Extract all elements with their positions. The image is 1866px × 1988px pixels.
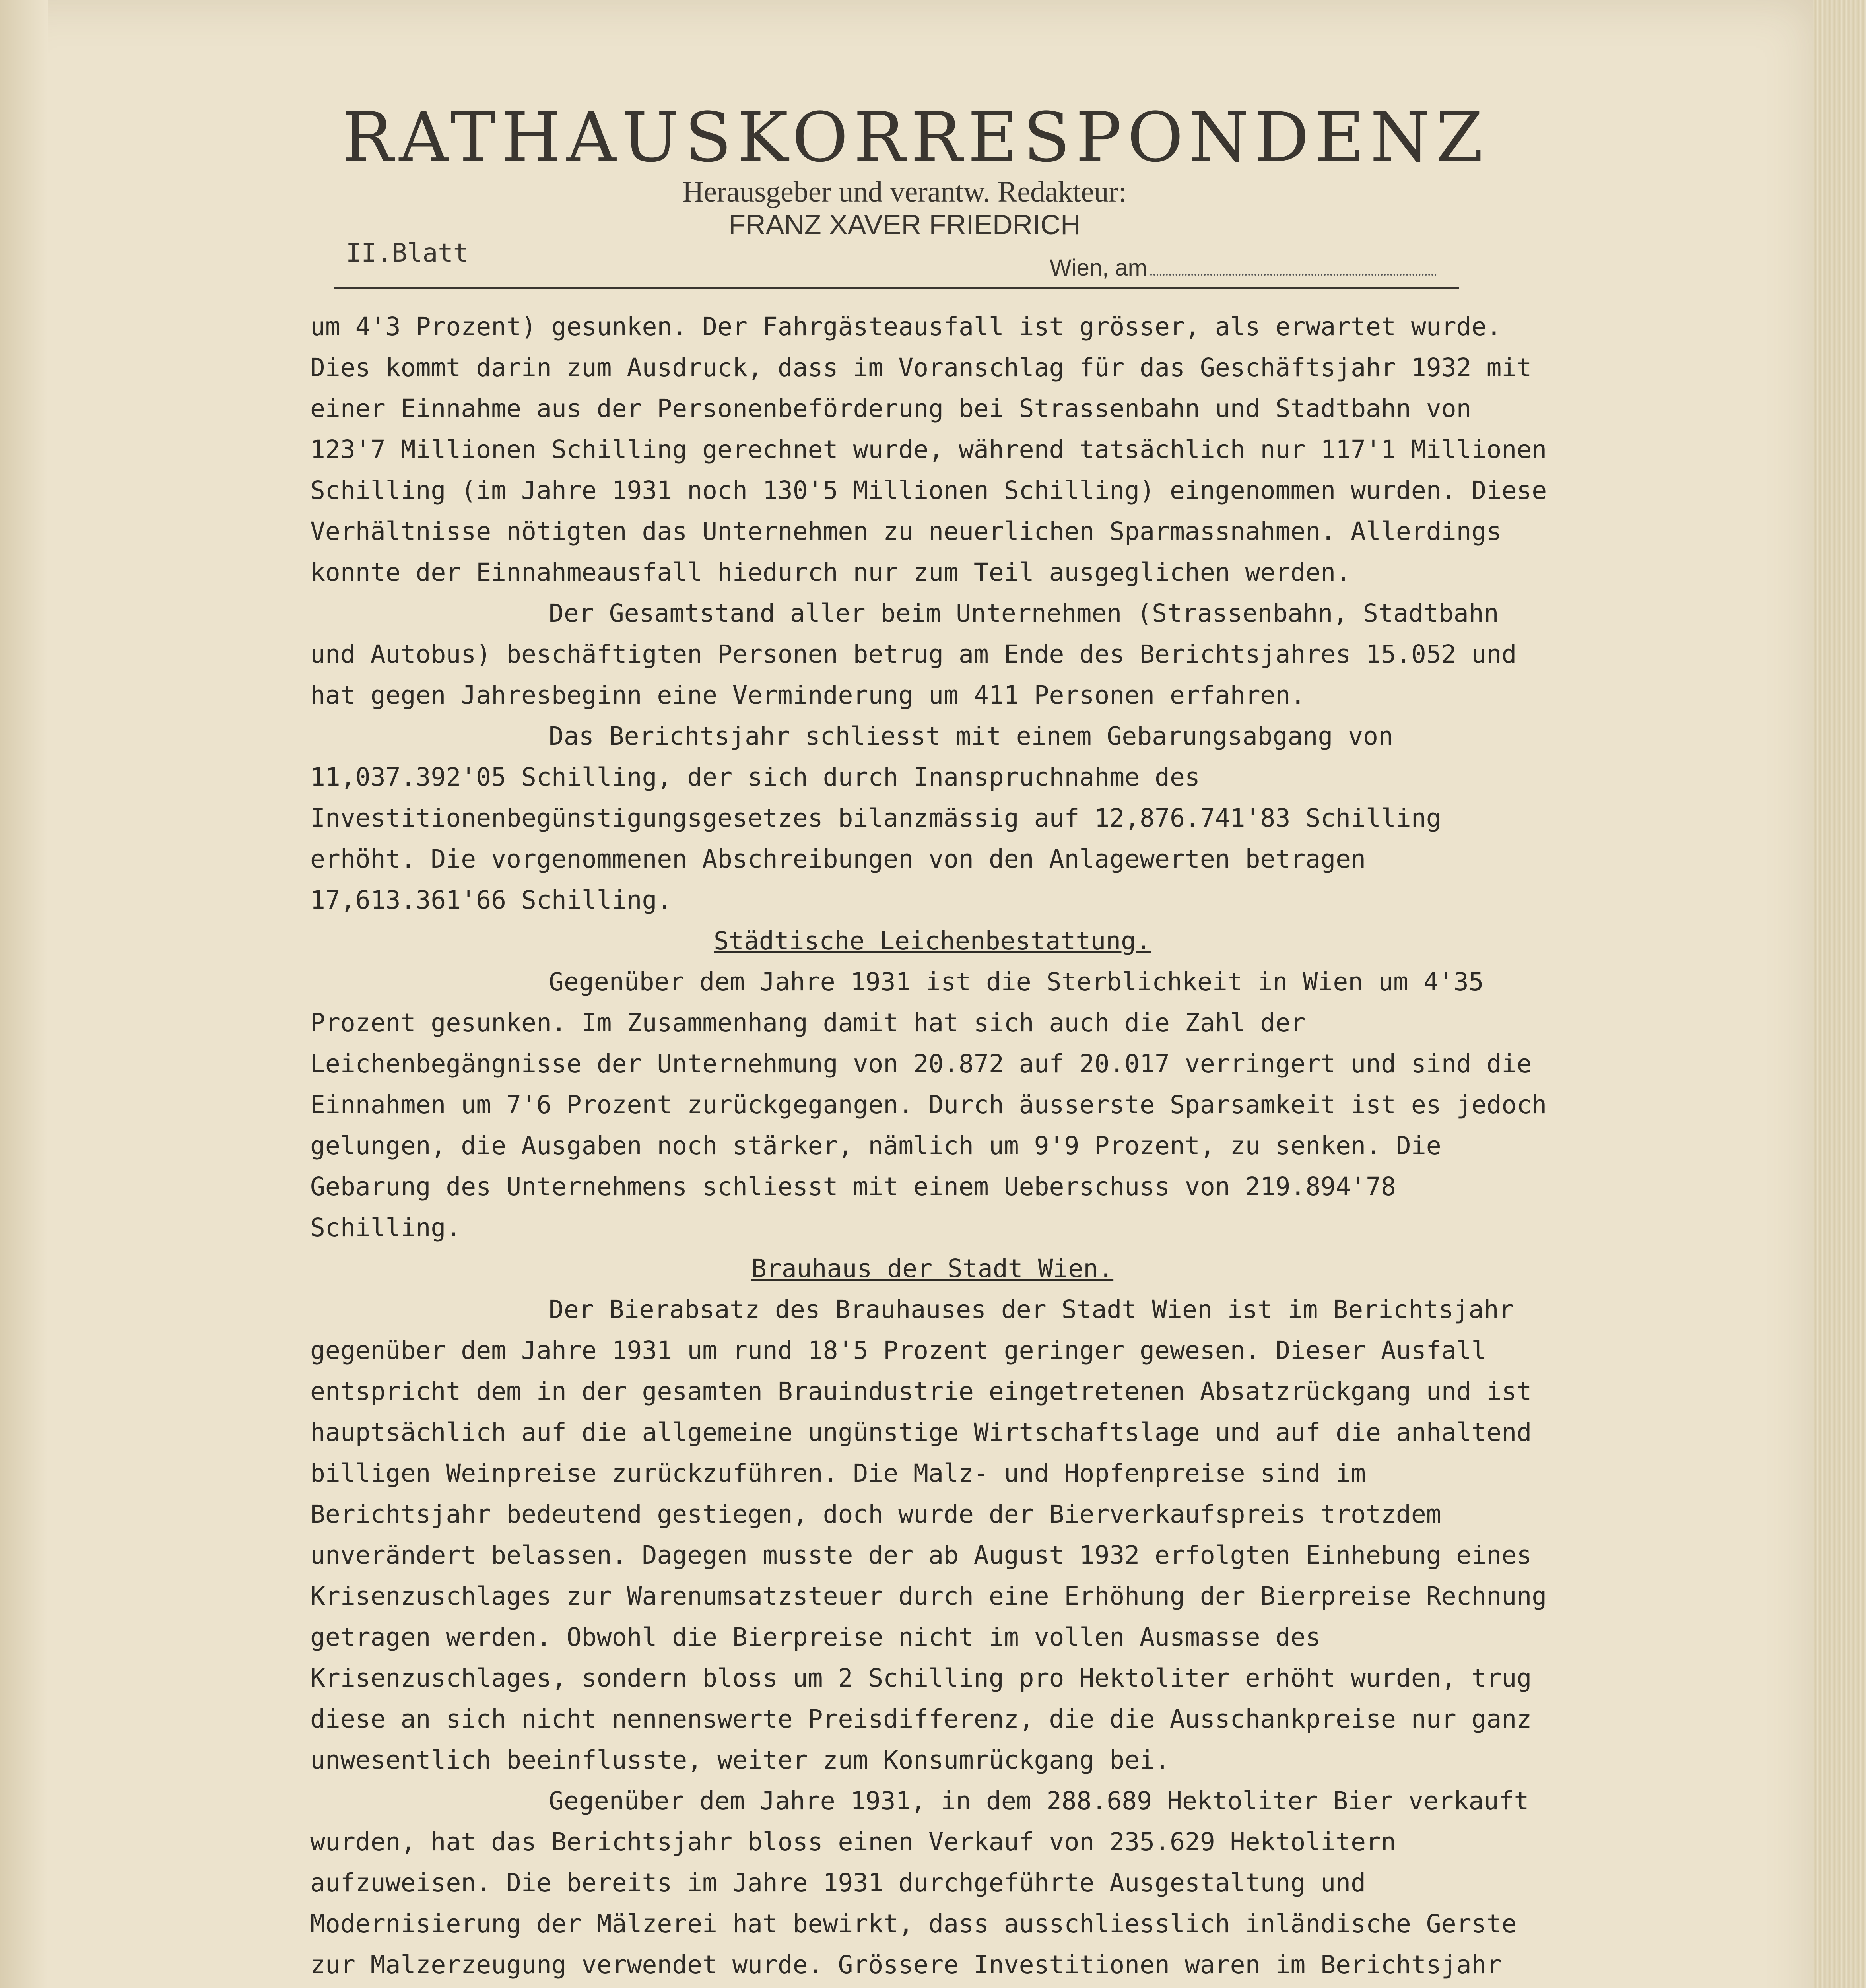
paragraph: um 4'3 Prozent) gesunken. Der Fahrgästeausfall ist grösser, als erwartet wurde. Dies kommt darin zum Ausdruck, dass im Voranschlag für das Geschäftsjahr 1932 mit einer Einnahme aus der Personenbeförderung bei Strassenbahn und Stadtbahn von 123'7 Millionen Schilling gerechnet wurde, während tatsächlich nur 117'1 Millionen Schilling (im Jahre 1931 noch 130'5 Millionen Schilling) eingenommen wurden. Diese Verhältnisse nötigten das Unternehmen zu neuerlichen Sparmassnahmen. Allerdings konnte der Einnahmeausfall hiedurch nur zum Teil ausgeglichen werden.	[310, 312, 1547, 587]
page-gutter	[0, 0, 48, 1988]
publisher-line: Herausgeber und verantw. Redakteur:	[682, 176, 1127, 208]
publication-title: RATHAUSKORRESPONDENZ	[342, 97, 1489, 177]
header-rule	[334, 287, 1459, 289]
section-heading: Brauhaus der Stadt Wien.	[751, 1254, 1114, 1283]
paragraph: Das Berichtsjahr schliesst mit einem Gebarungsabgang von 11,037.392'05 Schilling, der sich durch Inanspruchnahme des Investitionenbegünstigungsgesetzes bilanzmässig auf 12,876.741'83 Schilling erhöht. Die vorgenommenen Abschreibungen von den Anlagewerten betragen 17,613.361'66 Schilling.	[310, 722, 1441, 914]
date-blank-line	[1150, 274, 1437, 276]
page-edge-stack	[1813, 0, 1866, 1988]
document-body	[310, 306, 1555, 1988]
paragraph: Gegenüber dem Jahre 1931, in dem 288.689 Hektoliter Bier verkauft wurden, hat das Berichtsjahr bloss einen Verkauf von 235.629 Hektolitern aufzuweisen. Die bereits im Jahre 1931 durchgeführte Ausgestaltung und Modernisierung der Mälzerei hat bewirkt, dass ausschliesslich inländische Gerste zur Malzerzeugung verwendet wurde. Grössere Investitionen waren im Berichtsjahr	[310, 1786, 1529, 1979]
paragraph: Der Gesamtstand aller beim Unternehmen (Strassenbahn, Stadtbahn und Autobus) beschäftigten Personen betrug am Ende des Berichtsjahres 15.052 und hat gegen Jahresbeginn eine Verminderung um 411 Personen erfahren.	[310, 599, 1517, 710]
masthead	[342, 97, 1489, 240]
place-date-field	[1050, 254, 1437, 281]
paragraph: Gegenüber dem Jahre 1931 ist die Sterblichkeit in Wien um 4'35 Prozent gesunken. Im Zusammenhang damit hat sich auch die Zahl der Leichenbegängnisse der Unternehmung von 20.872 auf 20.017 verringert und sind die Einnahmen um 7'6 Prozent zurückgegangen. Durch äusserste Sparsamkeit ist es jedoch gelungen, die Ausgaben noch stärker, nämlich um 9'9 Prozent, zu senken. Die Gebarung des Unternehmens schliesst mit einem Ueberschuss von 219.894'78 Schilling.	[310, 967, 1547, 1242]
section-heading: Städtische Leichenbestattung.	[714, 926, 1151, 955]
editor-name: FRANZ XAVER FRIEDRICH	[728, 209, 1081, 240]
sheet-number: II.Blatt	[346, 239, 469, 268]
place-date-label: Wien, am	[1050, 255, 1147, 281]
paragraph: Der Bierabsatz des Brauhauses der Stadt Wien ist im Berichtsjahr gegenüber dem Jahre 1931 um rund 18'5 Prozent geringer gewesen. Dieser Ausfall entspricht dem in der gesamten Brauindustrie eingetretenen Absatzrückgang und ist hauptsächlich auf die allgemeine ungünstige Wirtschaftslage und auf die anhaltend billigen Weinpreise zurückzuführen. Die Malz- und Hopfenpreise sind im Berichtsjahr bedeutend gestiegen, doch wurde der Bierverkaufspreis trotzdem unverändert belassen. Dagegen musste der ab August 1932 erfolgten Einhebung eines Krisenzuschlages zur Warenumsatzsteuer durch eine Erhöhung der Bierpreise Rechnung getragen werden. Obwohl die Bierpreise nicht im vollen Ausmasse des Krisenzuschlages, sondern bloss um 2 Schilling pro Hektoliter erhöht wurden, trug diese an sich nicht nennenswerte Preisdifferenz, die die Ausschankpreise nur ganz unwesentlich beeinflusste, weiter zum Konsumrückgang bei.	[310, 1295, 1547, 1774]
